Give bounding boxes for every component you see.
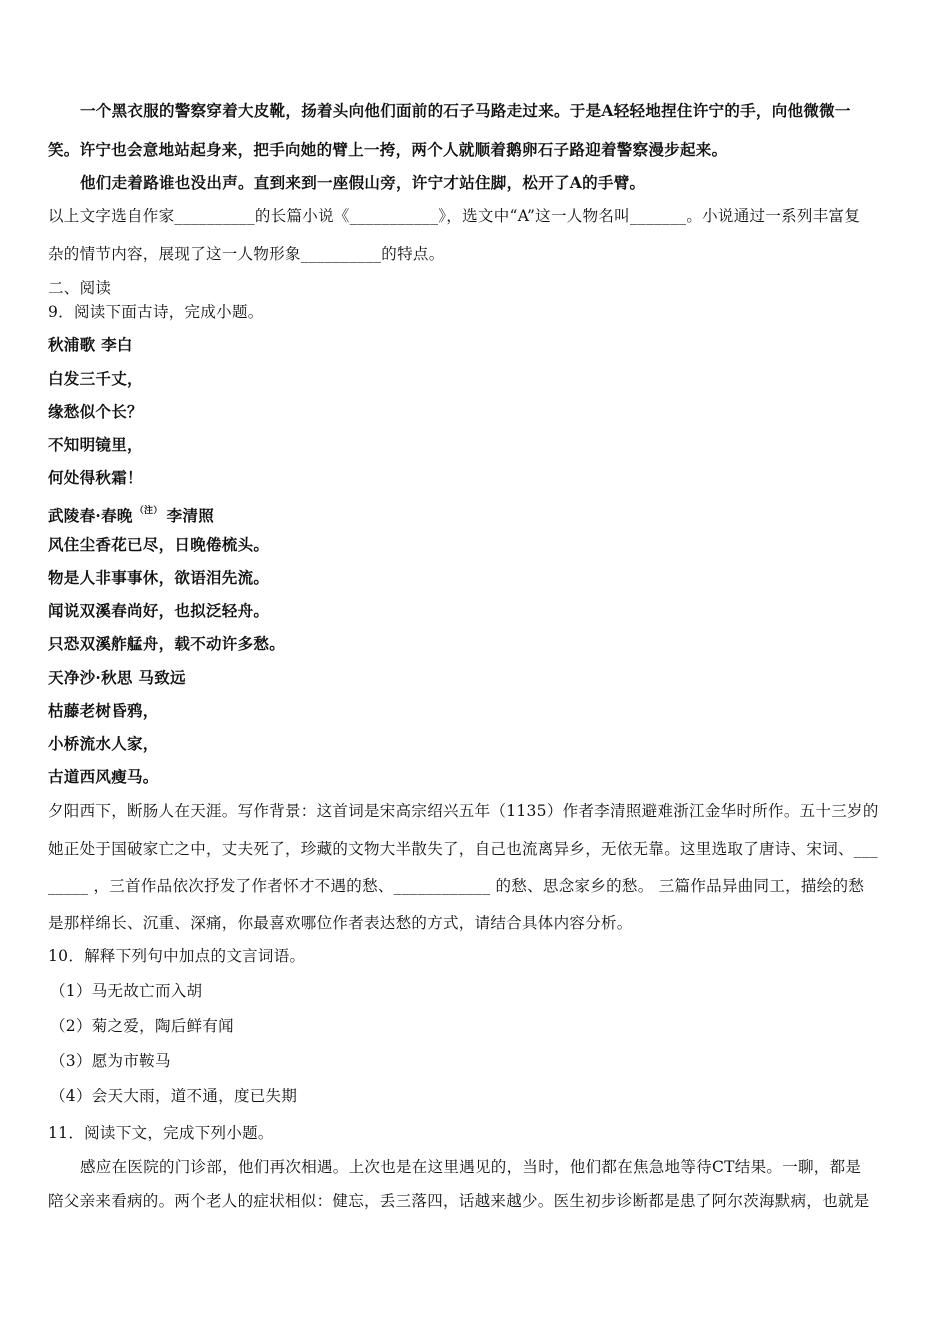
excerpt-question-line-1: 以上文字选自作家__________的长篇小说《___________》，选文中“A”这一人物名叫_______。小说通过一系列丰富复 bbox=[48, 207, 861, 225]
excerpt-paragraph-2: 他们走着路谁也没出声。直到来到一座假山旁，许宁才站住脚，松开了A的手臂。 bbox=[80, 173, 646, 192]
question-10-item: （4）会天大雨，道不通，度已失期 bbox=[50, 1087, 298, 1105]
poem-2-title-line bbox=[48, 500, 906, 527]
question-9-stem: 9．阅读下面古诗，完成小题。 bbox=[48, 303, 264, 321]
question-11-stem: 11．阅读下文，完成下列小题。 bbox=[48, 1124, 274, 1142]
poem-2-line: 风住尘香花已尽，日晚倦梳头。 bbox=[48, 535, 270, 554]
question-10-item: （3）愿为市鞍马 bbox=[50, 1052, 171, 1070]
poem-1-line: 白发三千丈， bbox=[48, 369, 143, 388]
poem-3-line: 小桥流水人家， bbox=[48, 734, 159, 753]
question-9-tail-line-1: 夕阳西下，断肠人在天涯。写作背景：这首词是宋高宗绍兴五年（1135）作者李清照避难浙江金华时所作。五十三岁的 bbox=[48, 802, 879, 820]
poem-2-title: 武陵春·春晚 bbox=[48, 506, 133, 525]
question-11-passage-line-1: 感应在医院的门诊部，他们再次相遇。上次也是在这里遇见的，当时，他们都在焦急地等待CT结果。一聊，都是 bbox=[80, 1158, 862, 1176]
question-9-tail-line-3: _____ ，三首作品依次抒发了作者怀才不遇的愁、____________ 的愁、思念家乡的愁。 三篇作品异曲同工，描绘的愁 bbox=[48, 877, 865, 895]
excerpt-paragraph-1-line-2: 笑。许宁也会意地站起身来，把手向她的臂上一挎，两个人就顺着鹅卵石子路迎着警察漫步起来。 bbox=[48, 140, 728, 159]
excerpt-paragraph-1-line-1: 一个黑衣服的警察穿着大皮靴，扬着头向他们面前的石子马路走过来。于是A轻轻地捏住许宁的手，向他微微一 bbox=[80, 101, 851, 120]
poem-2-author: 李清照 bbox=[166, 506, 215, 525]
question-9-tail-line-2: 她正处于国破家亡之中，丈夫死了，珍藏的文物大半散失了，自己也流离异乡，无依无靠。这里选取了唐诗、宋词、___ bbox=[48, 840, 878, 858]
poem-3-line: 古道西风瘦马。 bbox=[48, 767, 159, 786]
question-10-item: （1）马无故亡而入胡 bbox=[50, 982, 203, 1000]
poem-3-line: 枯藤老树昏鸦， bbox=[48, 701, 159, 720]
poem-2-line: 闻说双溪春尚好，也拟泛轻舟。 bbox=[48, 601, 270, 620]
section-heading-reading: 二、阅读 bbox=[48, 279, 112, 297]
poem-2-line: 只恐双溪舴艋舟，载不动许多愁。 bbox=[48, 634, 286, 653]
poem-1-line: 不知明镜里， bbox=[48, 435, 143, 454]
poem-1-line: 何处得秋霜！ bbox=[48, 468, 143, 487]
excerpt-question-line-2: 杂的情节内容，展现了这一人物形象__________的特点。 bbox=[48, 245, 445, 263]
poem-1-line: 缘愁似个长？ bbox=[48, 402, 143, 421]
question-11-passage-line-2: 陪父亲来看病的。两个老人的症状相似：健忘，丢三落四，话越来越少。医生初步诊断都是患了阿尔茨海默病，也就是 bbox=[48, 1192, 870, 1210]
poem-2-line: 物是人非事事休，欲语泪先流。 bbox=[48, 568, 270, 587]
poem-3-title: 天净沙·秋思 马致远 bbox=[48, 668, 186, 687]
poem-1-title: 秋浦歌 李白 bbox=[48, 335, 133, 354]
question-9-tail-line-4: 是那样绵长、沉重、深痛，你最喜欢哪位作者表达愁的方式，请结合具体内容分析。 bbox=[48, 914, 633, 932]
question-10-item: （2）菊之爱，陶后鲜有闻 bbox=[50, 1017, 234, 1035]
question-10-stem: 10．解释下列句中加点的文言词语。 bbox=[48, 947, 306, 965]
poem-2-note-marker: （注） bbox=[134, 506, 163, 516]
